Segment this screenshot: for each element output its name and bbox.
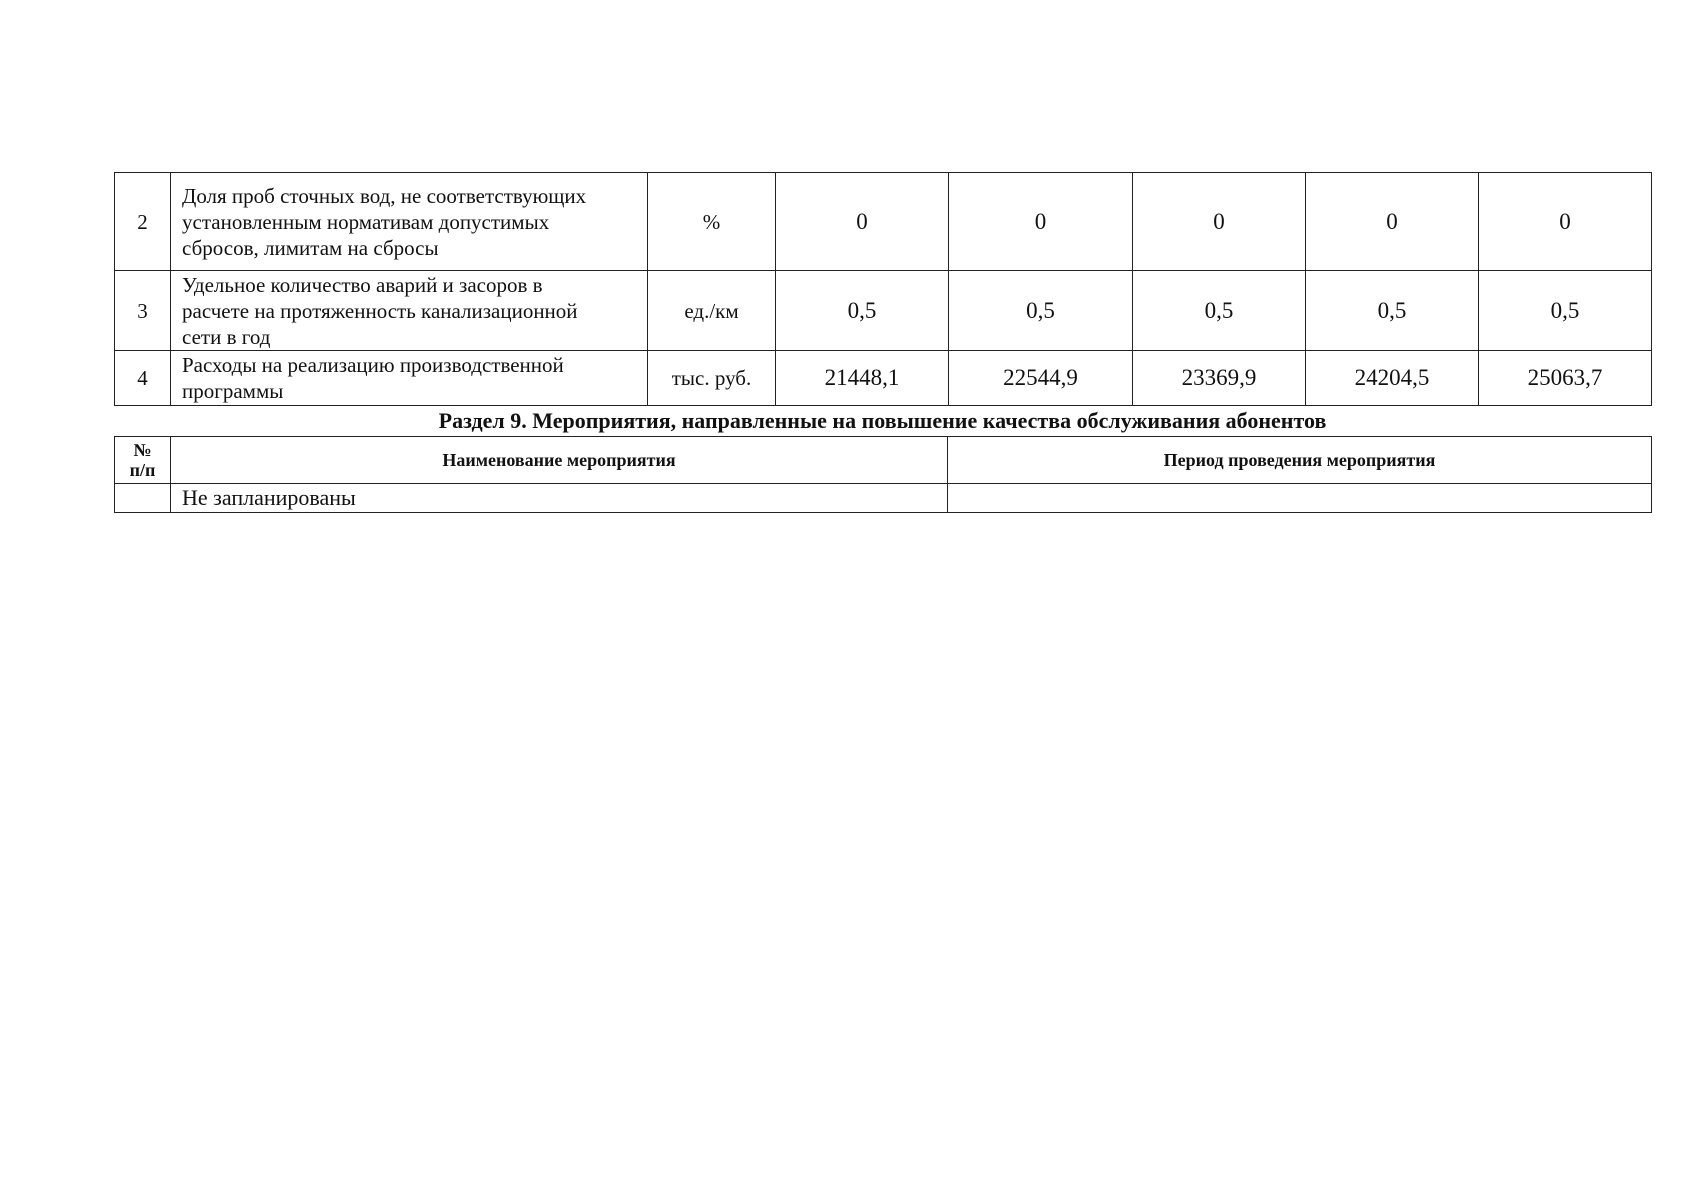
indicator-value: 22544,9 bbox=[949, 351, 1133, 406]
row-number: 4 bbox=[115, 351, 171, 406]
indicator-name-line: Доля проб сточных вод, не соответствующих bbox=[182, 183, 587, 208]
header-number bbox=[115, 437, 171, 484]
indicator-name-line: Расходы на реализацию производственной bbox=[182, 353, 564, 377]
indicator-value: 0 bbox=[1133, 173, 1306, 271]
header-measure-name: Наименование мероприятия bbox=[171, 437, 948, 484]
row-number bbox=[115, 484, 171, 513]
indicator-value: 23369,9 bbox=[1133, 351, 1306, 406]
indicator-name-line: Удельное количество аварий и засоров в bbox=[182, 272, 543, 297]
indicator-name bbox=[171, 351, 648, 406]
indicator-value: 0,5 bbox=[1479, 271, 1652, 351]
indicators-table bbox=[114, 172, 1652, 406]
indicator-name-line: сети в год bbox=[182, 324, 271, 349]
row-number: 3 bbox=[115, 271, 171, 351]
indicator-value: 25063,7 bbox=[1479, 351, 1652, 406]
indicator-name bbox=[171, 173, 648, 271]
measure-period bbox=[948, 484, 1652, 513]
header-number-line: п/п bbox=[129, 460, 156, 480]
table-row bbox=[115, 484, 1652, 513]
indicator-unit: ед./км bbox=[648, 271, 776, 351]
table-row bbox=[115, 351, 1652, 406]
row-number: 2 bbox=[115, 173, 171, 271]
table-header-row bbox=[115, 437, 1652, 484]
section-title: Раздел 9. Мероприятия, направленные на повышение качества обслуживания абонентов bbox=[438, 408, 1327, 433]
indicator-name-line: программы bbox=[182, 379, 284, 403]
table-row bbox=[115, 271, 1652, 351]
indicator-value: 0 bbox=[776, 173, 949, 271]
indicator-value: 0,5 bbox=[949, 271, 1133, 351]
indicator-unit: % bbox=[648, 173, 776, 271]
indicator-value: 0,5 bbox=[776, 271, 949, 351]
indicator-value: 0,5 bbox=[1133, 271, 1306, 351]
measures-table bbox=[114, 436, 1652, 513]
indicator-value: 24204,5 bbox=[1306, 351, 1479, 406]
table-row bbox=[115, 173, 1652, 271]
header-number-line: № bbox=[133, 440, 152, 460]
indicator-value: 0 bbox=[949, 173, 1133, 271]
indicator-unit: тыс. руб. bbox=[648, 351, 776, 406]
header-period: Период проведения мероприятия bbox=[948, 437, 1652, 484]
indicator-name-line: установленным нормативам допустимых bbox=[182, 209, 550, 234]
indicator-value: 0 bbox=[1479, 173, 1652, 271]
measure-name: Не запланированы bbox=[171, 484, 948, 513]
indicator-name-line: расчете на протяженность канализационной bbox=[182, 298, 578, 323]
indicator-name-line: сбросов, лимитам на сбросы bbox=[182, 235, 439, 260]
indicator-name bbox=[171, 271, 648, 351]
indicator-value: 21448,1 bbox=[776, 351, 949, 406]
indicator-value: 0,5 bbox=[1306, 271, 1479, 351]
indicator-value: 0 bbox=[1306, 173, 1479, 271]
